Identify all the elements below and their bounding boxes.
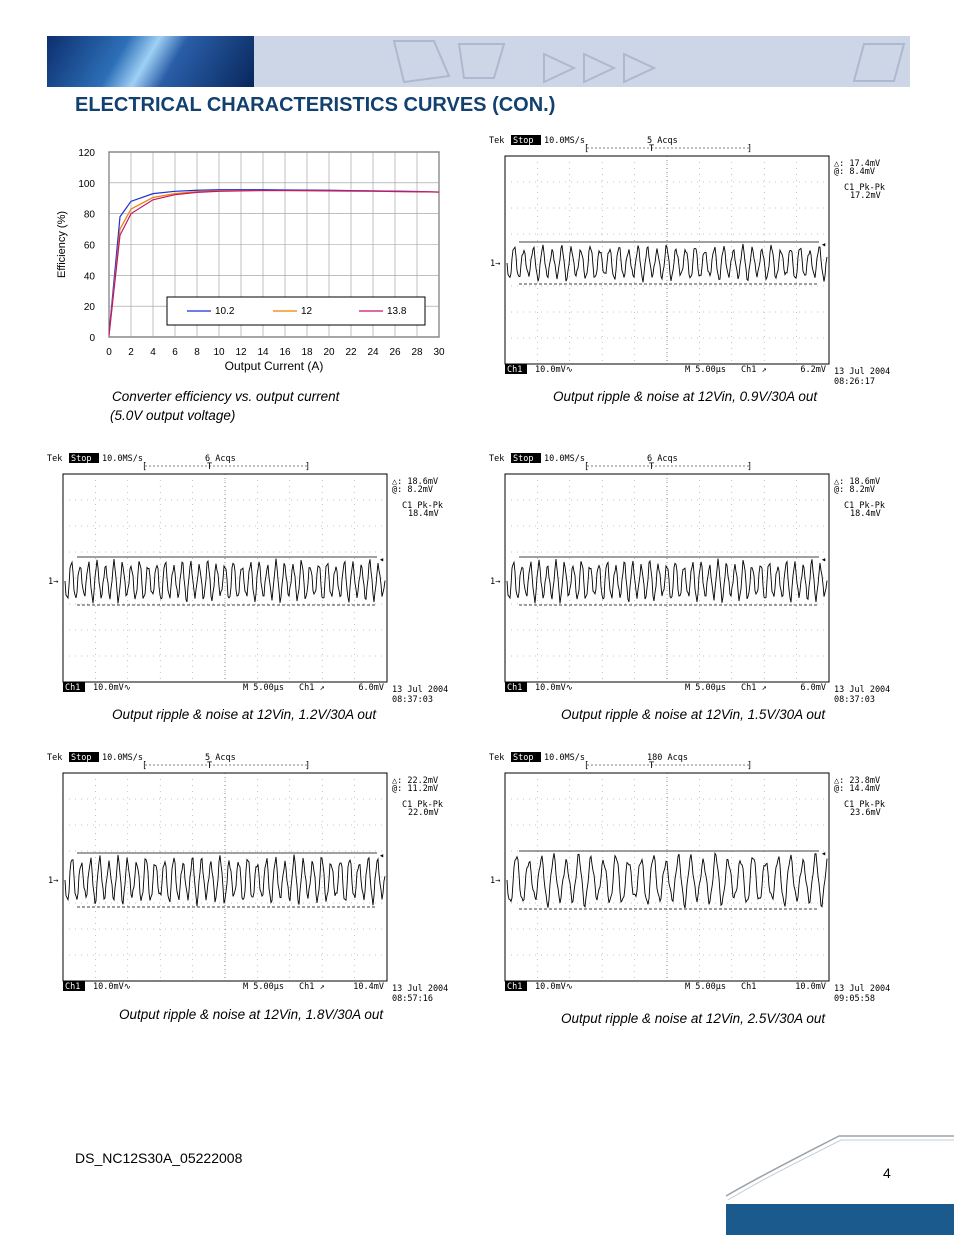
scope-caption-1.5v: Output ripple & noise at 12Vin, 1.5V/30A out (561, 707, 826, 722)
scope-measure-value: 23.6mV (850, 808, 881, 818)
scope-vertical-scale: 10.0mV∿ (93, 982, 131, 992)
scope-measure-label: C1 Pk-Pk (402, 800, 443, 810)
y-tick-label: 80 (83, 209, 95, 221)
scope-measure-label: C1 Pk-Pk (844, 800, 885, 810)
x-tick-label: 12 (235, 347, 247, 358)
scope-date: 13 Jul 2004 (834, 685, 891, 695)
x-tick-label: 8 (194, 347, 200, 358)
scope-trigger-level: 6.0mV (358, 683, 384, 693)
scope-at-readout: @: 8.2mV (392, 485, 433, 495)
scope-ch-label: Ch1 (507, 365, 523, 375)
x-tick-label: 30 (433, 347, 445, 358)
header-banner (47, 36, 910, 87)
scope-timebase: M 5.00µs (243, 982, 284, 992)
scope-screen (487, 134, 907, 386)
scope-trigger-pos: T (649, 462, 655, 472)
scope-stop-label: Stop (71, 454, 92, 464)
scope-record-end: ] (747, 144, 753, 154)
x-tick-label: 20 (323, 347, 335, 358)
scope-record-start: [ (584, 144, 590, 154)
legend-label-10.2: 10.2 (215, 306, 235, 317)
scope-measure-label: C1 Pk-Pk (844, 183, 885, 193)
scope-record-end: ] (747, 761, 753, 771)
scope-brand: Tek (489, 753, 505, 763)
scope-vertical-scale: 10.0mV∿ (535, 683, 573, 693)
scope-record-start: [ (584, 462, 590, 472)
x-axis-label: Output Current (A) (224, 359, 324, 373)
scope-measure-label: C1 Pk-Pk (402, 501, 443, 511)
scope-ch-label: Ch1 (507, 683, 523, 693)
scope-at-readout: @: 11.2mV (392, 784, 439, 794)
scope-at-readout: @: 14.4mV (834, 784, 881, 794)
scope-trigger-source: Ch1 ↗ (299, 683, 325, 693)
scope-date: 13 Jul 2004 (392, 685, 449, 695)
legend-label-12: 12 (301, 306, 313, 317)
scope-date: 13 Jul 2004 (834, 367, 891, 377)
scope-screen (487, 751, 907, 1003)
scope-date: 13 Jul 2004 (834, 984, 891, 994)
scope-sample-rate: 10.0MS/s (102, 753, 143, 763)
y-tick-label: 60 (83, 240, 95, 252)
scope-measure-label: C1 Pk-Pk (844, 501, 885, 511)
scope-timebase: M 5.00µs (685, 982, 726, 992)
efficiency-chart (45, 140, 465, 380)
scope-caption-0.9v: Output ripple & noise at 12Vin, 0.9V/30A out (553, 389, 818, 404)
scope-capture-1.5v (487, 452, 907, 704)
scope-at-readout: @: 8.2mV (834, 485, 875, 495)
x-tick-label: 16 (279, 347, 291, 358)
scope-capture-2.5v (487, 751, 907, 1003)
y-tick-label: 20 (83, 302, 95, 314)
scope-record-end: ] (305, 462, 311, 472)
scope-time: 09:05:58 (834, 994, 875, 1003)
scope-trigger-pos: T (649, 144, 655, 154)
scope-trigger-source: Ch1 ↗ (299, 982, 325, 992)
scope-trigger-source: Ch1 ↗ (741, 683, 767, 693)
x-tick-label: 24 (367, 347, 379, 358)
y-tick-label: 40 (83, 271, 95, 283)
scope-measure-value: 17.2mV (850, 191, 881, 201)
scope-ch-label: Ch1 (65, 982, 81, 992)
scope-screen (487, 452, 907, 704)
scope-channel-marker: 1→ (490, 577, 501, 587)
y-axis-label: Efficiency (%) (56, 210, 68, 279)
footer-corner-graphic (724, 1134, 954, 1235)
scope-channel-marker: 1→ (490, 259, 501, 269)
scope-measure-value: 18.4mV (850, 509, 881, 519)
page-number: 4 (883, 1165, 891, 1181)
scope-timebase: M 5.00µs (685, 683, 726, 693)
scope-delta-readout: △: 18.6mV (392, 477, 439, 487)
scope-vertical-scale: 10.0mV∿ (93, 683, 131, 693)
scope-brand: Tek (489, 454, 505, 464)
scope-brand: Tek (47, 454, 63, 464)
scope-sample-rate: 10.0MS/s (102, 454, 143, 464)
scope-sample-rate: 10.0MS/s (544, 753, 585, 763)
legend-label-13.8: 13.8 (387, 306, 407, 317)
scope-at-readout: @: 8.4mV (834, 167, 875, 177)
scope-acquisitions: 5 Acqs (205, 753, 236, 763)
scope-trigger-source: Ch1 (741, 982, 757, 992)
scope-capture-1.8v (45, 751, 465, 1003)
scope-delta-readout: △: 23.8mV (834, 776, 881, 786)
scope-delta-readout: △: 17.4mV (834, 159, 881, 169)
scope-trigger-level: 6.0mV (800, 683, 826, 693)
scope-stop-label: Stop (71, 753, 92, 763)
scope-record-start: [ (142, 761, 148, 771)
scope-capture-1.2v (45, 452, 465, 704)
x-tick-label: 4 (150, 347, 156, 358)
banner-decoration (254, 36, 910, 87)
y-tick-label: 0 (89, 333, 95, 344)
scope-time: 08:37:03 (834, 695, 875, 704)
scope-vertical-scale: 10.0mV∿ (535, 982, 573, 992)
scope-record-start: [ (142, 462, 148, 472)
scope-cursor-marker: ◂ (379, 851, 385, 861)
scope-trigger-level: 10.0mV (795, 982, 826, 992)
x-tick-label: 28 (411, 347, 423, 358)
x-tick-label: 26 (389, 347, 401, 358)
scope-timebase: M 5.00µs (243, 683, 284, 693)
x-tick-label: 14 (257, 347, 269, 358)
scope-capture-0.9v (487, 134, 907, 386)
x-tick-label: 0 (106, 347, 112, 358)
scope-cursor-marker: ◂ (379, 555, 385, 565)
scope-cursor-marker: ◂ (821, 555, 827, 565)
section-title: ELECTRICAL CHARACTERISTICS CURVES (CON.) (75, 94, 556, 116)
scope-acquisitions: 6 Acqs (647, 454, 678, 464)
y-tick-label: 120 (78, 148, 95, 159)
scope-ch-label: Ch1 (507, 982, 523, 992)
scope-measure-value: 22.0mV (408, 808, 439, 818)
scope-record-end: ] (305, 761, 311, 771)
scope-delta-readout: △: 18.6mV (834, 477, 881, 487)
scope-caption-1.2v: Output ripple & noise at 12Vin, 1.2V/30A out (112, 707, 377, 722)
scope-caption-1.8v: Output ripple & noise at 12Vin, 1.8V/30A out (119, 1007, 384, 1022)
scope-trigger-level: 10.4mV (353, 982, 384, 992)
scope-timebase: M 5.00µs (685, 365, 726, 375)
scope-time: 08:26:17 (834, 377, 875, 386)
scope-ch-label: Ch1 (65, 683, 81, 693)
scope-caption-2.5v: Output ripple & noise at 12Vin, 2.5V/30A out (561, 1011, 826, 1026)
scope-cursor-marker: ◂ (821, 240, 827, 250)
scope-sample-rate: 10.0MS/s (544, 136, 585, 146)
scope-vertical-scale: 10.0mV∿ (535, 365, 573, 375)
scope-channel-marker: 1→ (490, 876, 501, 886)
scope-sample-rate: 10.0MS/s (544, 454, 585, 464)
scope-time: 08:37:03 (392, 695, 433, 704)
x-tick-label: 18 (301, 347, 313, 358)
scope-acquisitions: 6 Acqs (205, 454, 236, 464)
scope-measure-value: 18.4mV (408, 509, 439, 519)
scope-time: 08:57:16 (392, 994, 433, 1003)
x-tick-label: 22 (345, 347, 357, 358)
scope-screen (45, 751, 465, 1003)
scope-trigger-pos: T (649, 761, 655, 771)
x-tick-label: 10 (213, 347, 225, 358)
scope-trigger-level: 6.2mV (800, 365, 826, 375)
footer-blue-bar (726, 1204, 954, 1235)
scope-cursor-marker: ◂ (821, 849, 827, 859)
scope-trigger-source: Ch1 ↗ (741, 365, 767, 375)
efficiency-caption-line1: Converter efficiency vs. output current (112, 389, 340, 404)
document-code: DS_NC12S30A_05222008 (75, 1150, 243, 1166)
scope-stop-label: Stop (513, 136, 534, 146)
scope-acquisitions: 180 Acqs (647, 753, 688, 763)
x-tick-label: 2 (128, 347, 134, 358)
scope-channel-marker: 1→ (48, 876, 59, 886)
y-tick-label: 100 (78, 178, 95, 190)
scope-screen (45, 452, 465, 704)
scope-trigger-pos: T (207, 761, 213, 771)
x-tick-label: 6 (172, 347, 178, 358)
banner-photo (47, 36, 254, 87)
scope-brand: Tek (47, 753, 63, 763)
efficiency-caption-line2: (5.0V output voltage) (110, 408, 236, 423)
scope-brand: Tek (489, 136, 505, 146)
scope-acquisitions: 5 Acqs (647, 136, 678, 146)
scope-stop-label: Stop (513, 454, 534, 464)
scope-record-end: ] (747, 462, 753, 472)
scope-stop-label: Stop (513, 753, 534, 763)
scope-delta-readout: △: 22.2mV (392, 776, 439, 786)
scope-trigger-pos: T (207, 462, 213, 472)
scope-record-start: [ (584, 761, 590, 771)
scope-channel-marker: 1→ (48, 577, 59, 587)
scope-date: 13 Jul 2004 (392, 984, 449, 994)
